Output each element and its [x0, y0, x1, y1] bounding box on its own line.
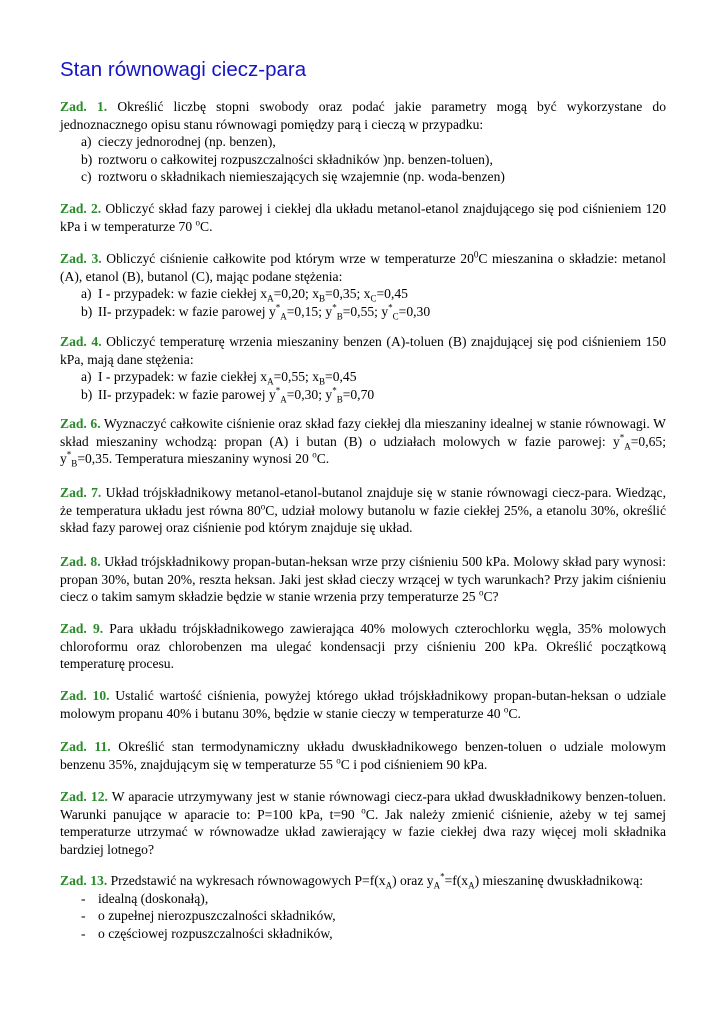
superscript: o: [195, 217, 201, 228]
task-text: C.: [508, 705, 521, 721]
task-text: Obliczyć skład fazy parowej i ciekłej dla układu metanol-etanol znajdującego się pod ciśnieniem 120 kPa i w temperaturze 70: [60, 201, 666, 234]
list-text: =0,15; y: [286, 303, 333, 319]
task-label: Zad. 9.: [60, 621, 104, 636]
list-marker: b): [81, 386, 93, 402]
list-text: I - przypadek: w fazie ciekłej x: [98, 369, 268, 385]
subscript: A: [280, 394, 287, 405]
task-label: Zad. 12.: [60, 789, 108, 804]
list-text: =0,55; y: [342, 303, 389, 319]
task-2: [60, 200, 666, 235]
task-12: [60, 788, 666, 858]
task-text: ) oraz y: [392, 873, 434, 888]
list-item: [60, 907, 666, 925]
task-13-list: [60, 890, 666, 943]
list-marker: -: [81, 908, 86, 924]
subscript: A: [267, 293, 274, 304]
task-text: C?: [483, 589, 499, 605]
list-text: o zupełnej nierozpuszczalności składników,: [98, 908, 336, 924]
task-text: Ustalić wartość ciśnienia, powyżej którego układ trójskładnikowy propan-butan-heksan o udziale molowym propanu 40% i butanu 30%, będzie w stanie cieczy w temperaturze 40: [60, 688, 667, 721]
task-text: C i pod ciśnieniem 90 kPa.: [340, 756, 488, 772]
list-text: II- przypadek: w fazie parowej y: [98, 303, 276, 319]
list-text: I - przypadek: w fazie ciekłej x: [98, 286, 268, 302]
list-text: =0,45: [325, 369, 357, 385]
list-marker: b): [81, 151, 93, 167]
list-item: [60, 168, 666, 186]
task-text: Układ trójskładnikowy propan-butan-heksan wrze przy ciśnieniu 500 kPa. Molowy skład pary wynosi: propan 30%, butan 20%, reszta heksan. Jaki jest skład cieczy wrzącej w tych warunkach? Przy jakim ciśnieniu ciecz o takim samym składzie będzie w stanie wrzenia przy temperaturze 25: [60, 554, 666, 605]
superscript: o: [361, 805, 366, 816]
task-label: Zad. 1.: [60, 99, 108, 114]
list-text: =0,45: [376, 286, 408, 302]
list-text: idealną (doskonałą),: [98, 890, 209, 906]
list-text: o częściowej rozpuszczalności składników,: [98, 925, 333, 941]
task-text: Określić liczbę stopni swobody oraz podać jakie parametry mogą być wykorzystane do jednoznacznego opisu stanu równowagi pomiędzy parą i cieczą w przypadku:: [60, 99, 667, 132]
superscript: o: [478, 587, 484, 598]
task-label: Zad. 2.: [60, 201, 102, 216]
task-3: [60, 250, 666, 320]
task-text: C.: [200, 218, 213, 234]
list-text: roztworu o składnikach niemieszających się wzajemnie (np. woda-benzen): [98, 169, 505, 185]
task-label: Zad. 6.: [60, 416, 101, 431]
list-marker: c): [81, 169, 92, 185]
list-item: [60, 368, 666, 386]
task-7: [60, 484, 666, 537]
subscript: A: [433, 880, 441, 891]
list-marker: -: [81, 890, 86, 906]
task-text: Określić stan termodynamiczny układu dwuskładnikowego benzen-toluen o udziale molowym benzenu 35%, znajdującym się w temperaturze 55: [60, 739, 666, 772]
subscript: B: [336, 394, 343, 405]
task-label: Zad. 4.: [60, 334, 102, 349]
task-text: C. Jak należy zmienić ciśnienie, ażeby w tej samej temperaturze utrzymać w równowadze układ zawierający w fazie ciekłej dwa razy więcej moli składnika bardziej lotnego?: [60, 806, 666, 857]
list-item: [60, 133, 666, 151]
superscript: o: [503, 704, 509, 715]
task-label: Zad. 11.: [60, 739, 111, 754]
task-10: [60, 687, 666, 722]
task-text: Wyznaczyć całkowite ciśnienie oraz skład fazy ciekłej dla mieszaniny idealnej w stanie równowagi. W skład mieszaniny wchodzą: propan (A) i butan (B) o udziałach molowych w fazie parowej: y: [60, 416, 666, 449]
subscript: A: [468, 880, 475, 891]
task-1-list: [60, 133, 666, 186]
list-text: =0,20; x: [273, 286, 320, 302]
superscript: o: [260, 501, 266, 512]
task-label: Zad. 7.: [60, 485, 102, 500]
task-text: Układ trójskładnikowy metanol-etanol-butanol znajduje się w stanie równowagi ciecz-para. Wiedząc, że temperatura układu jest równa 80: [60, 485, 666, 518]
list-item: [60, 925, 666, 943]
list-item: [60, 285, 666, 303]
task-text: =0,35. Temperatura mieszaniny wynosi 20: [77, 451, 313, 467]
superscript: o: [312, 449, 317, 460]
list-marker: a): [81, 134, 92, 150]
list-text: =0,35; x: [325, 286, 371, 302]
subscript: B: [319, 293, 326, 304]
subscript: C: [392, 311, 399, 322]
list-text: =0,30: [398, 303, 431, 319]
subscript: B: [71, 458, 78, 469]
superscript: o: [336, 755, 341, 766]
task-text: Para układu trójskładnikowego zawierająca 40% molowych czterochlorku węgla, 35% molowych chloroformu oraz chlorobenzen ma ulegać kondensacji przy ciśnieniu 200 kPa. Określić początkową temperaturę procesu.: [60, 621, 666, 672]
superscript: *: [440, 871, 445, 882]
subscript: C: [370, 293, 377, 304]
task-text: Przedstawić na wykresach równowagowych P=f(x: [110, 873, 386, 888]
list-text: =0,70: [342, 386, 375, 402]
list-marker: b): [81, 303, 93, 319]
list-item: b) II- przypadek: w fazie parowej $y^*_A=0,15$; $y^*_B=0,55$; $y^*_C=0,30$: [81, 302, 431, 322]
subscript: A: [385, 880, 393, 891]
subscript: B: [319, 376, 326, 387]
list-text: cieczy jednorodnej (np. benzen),: [98, 134, 276, 150]
list-marker: -: [81, 925, 86, 941]
task-label: Zad. 10.: [60, 688, 110, 703]
list-text: =0,30; y: [286, 386, 333, 402]
task-text: C, udział molowy butanolu w fazie ciekłej 25%, a etanolu 30%, określić skład fazy parowej oraz ciśnienie pod którym znajduje się układ.: [60, 502, 666, 536]
superscript: 0: [473, 249, 479, 260]
task-4: [60, 333, 666, 403]
task-text: W aparacie utrzymywany jest w stanie równowagi ciecz-para układ dwuskładnikowy benzen-toluen. Warunki panujące w aparacie to: P=100 kPa, t=90: [60, 789, 667, 822]
task-label: Zad. 13.: [60, 873, 108, 888]
list-marker: a): [81, 369, 92, 385]
task-9: [60, 620, 666, 673]
subscript: A: [267, 376, 274, 387]
list-item: [60, 890, 666, 908]
superscript: *: [275, 302, 281, 313]
superscript: *: [275, 385, 281, 396]
list-item: b) II- przypadek: w fazie parowej $y^*_A=0,30$; $y^*_B=0,70$: [81, 385, 375, 405]
task-text: Obliczyć temperaturę wrzenia mieszaniny benzen (A)-toluen (B) znajdującej się pod ciśnieniem 150 kPa, mają dane stężenia:: [60, 334, 666, 367]
task-text: =0,65; y: [60, 433, 666, 467]
task-text: =f(x: [444, 873, 469, 888]
subscript: B: [336, 311, 343, 322]
task-4-list: [60, 368, 666, 403]
subscript: A: [280, 311, 287, 322]
task-text: C.: [316, 451, 330, 467]
task-label: Zad. 8.: [60, 554, 101, 569]
list-item: [60, 151, 666, 169]
task-13: [60, 872, 666, 942]
task-1: [60, 98, 666, 186]
page-title: Stan równowagi ciecz-para: [60, 58, 307, 81]
task-label: Zad. 3.: [60, 251, 102, 266]
task-11: [60, 738, 666, 773]
list-marker: a): [81, 286, 92, 302]
subscript: A: [624, 441, 631, 452]
task-text: Obliczyć ciśnienie całkowite pod którym wrze w temperaturze 20: [106, 251, 474, 266]
task-3-list: [60, 285, 666, 320]
list-text: =0,55; x: [273, 369, 320, 385]
task-text: ) mieszaninę dwuskładnikową:: [474, 873, 643, 888]
task-text: C mieszanina o składzie: metanol (A), etanol (B), butanol (C), mając podane stężenia:: [60, 251, 666, 284]
list-text: II- przypadek: w fazie parowej y: [98, 386, 276, 402]
task-8: [60, 553, 666, 606]
task-6: Zad. 6. Wyznaczyć całkowite ciśnienie oraz skład fazy ciekłej dla mieszaniny idealnej w stanie równowagi. W skład mieszaniny wchodzą: propan (A) i butan (B) o udziałach molowych w fazie parowej: $y^*_A=0,65$; $y^*_B=0,35$. Temperatura mieszaniny wynosi 20 $^o$C.: [60, 416, 666, 469]
list-text: roztworu o całkowitej rozpuszczalności składników )np. benzen-toluen),: [98, 151, 493, 167]
